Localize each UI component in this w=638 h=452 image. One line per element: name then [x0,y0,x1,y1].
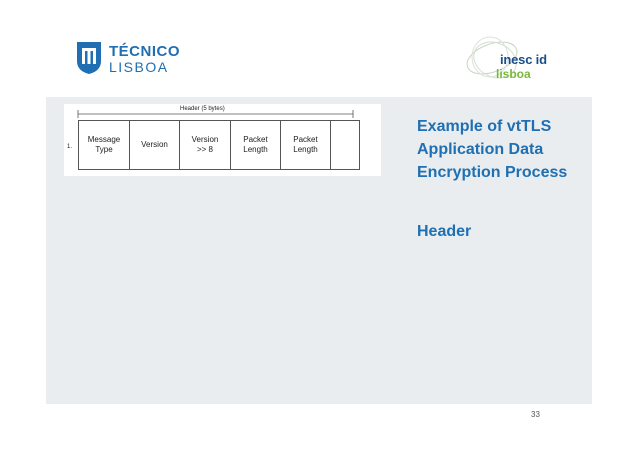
field-payload [331,121,359,169]
lisboa-green-wordmark: lisboa [496,67,531,81]
header-format-figure [64,104,381,176]
field-version: Version [130,121,180,169]
slide-subtitle: Header [417,223,472,240]
field-version-shift: Version >> 8 [180,121,231,169]
tecnico-wordmark: TÉCNICO [109,43,180,60]
field-message-type: Message Type [79,121,130,169]
tecnico-shield-icon [76,41,102,75]
row-number: 1. [67,144,73,150]
tecnico-lisboa-logo [76,41,186,77]
field-packet-length-1: Packet Length [231,121,281,169]
field-packet-length-2: Packet Length [281,121,331,169]
inesc-id-wordmark: inesc id [500,52,547,67]
figure-caption: Header (5 bytes) [180,106,225,112]
inesc-id-lisboa-logo [457,30,567,90]
page-number: 33 [531,410,540,419]
slide-title: Example of vtTLS Application Data Encryption Process [417,118,568,181]
header-fields-row [78,120,360,170]
lisboa-wordmark: LISBOA [109,59,169,75]
